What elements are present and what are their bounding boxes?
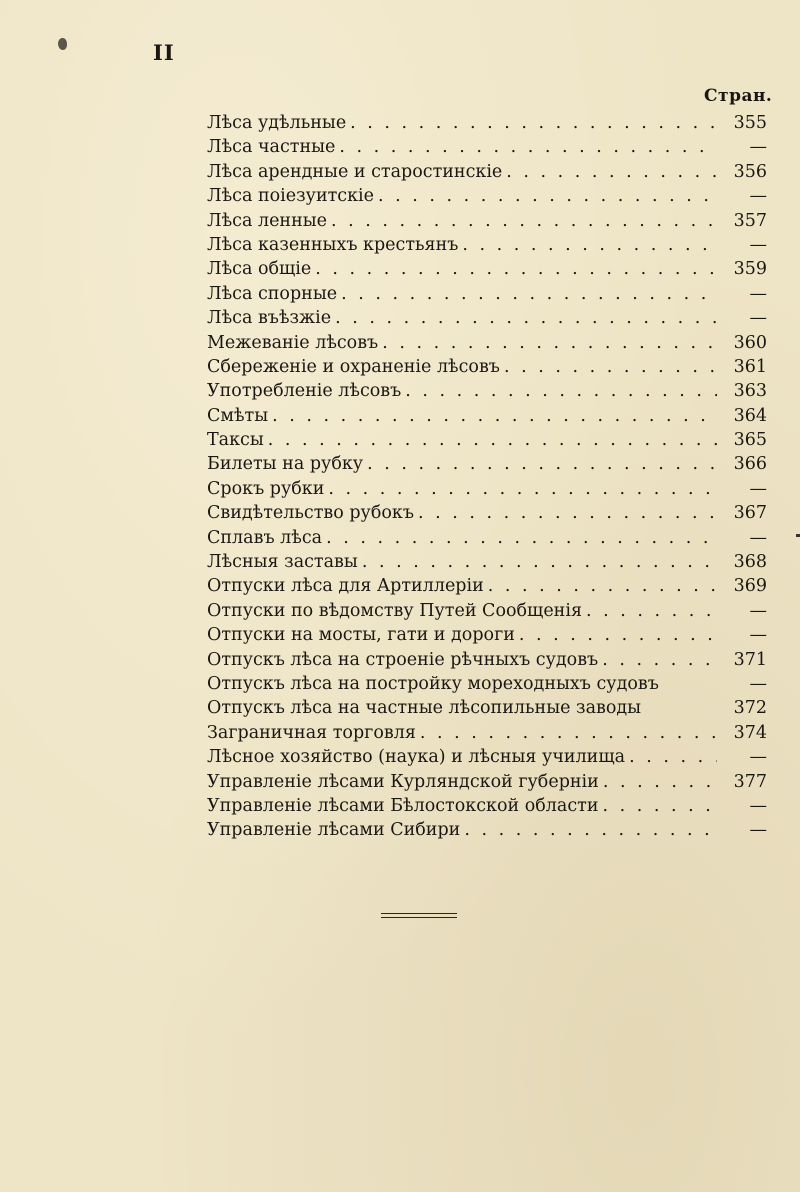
- toc-entry-page: 371: [733, 649, 767, 670]
- toc-entry: [207, 209, 767, 233]
- ink-blot: [58, 38, 67, 50]
- toc-dot-leader: [326, 526, 717, 550]
- toc-entry-page: —: [749, 186, 767, 207]
- toc-entry-page: 369: [733, 576, 767, 597]
- toc-entry-page: 365: [733, 430, 767, 451]
- toc-dot-leader: [315, 257, 717, 281]
- toc-entry: [207, 526, 767, 550]
- toc-entry-title: Лѣсное хозяйство (наука) и лѣсныя училища: [207, 747, 626, 768]
- toc-dot-leader: [335, 306, 717, 330]
- toc-entry-title: Лѣса въѣзжіе: [207, 308, 332, 329]
- toc-dot-leader: [506, 160, 717, 184]
- page-number: II: [153, 40, 175, 65]
- toc-entry-title: Отпускъ лѣса на постройку мореходныхъ судовъ: [207, 673, 659, 694]
- toc-entry-page: 363: [733, 381, 767, 402]
- toc-entry-page: 377: [733, 771, 767, 792]
- closing-rule-second: [381, 917, 457, 918]
- toc-entry-page: 355: [733, 113, 767, 133]
- toc-entry-page: —: [749, 308, 767, 329]
- toc-dot-leader: [405, 379, 717, 403]
- toc-entry-page: 374: [733, 722, 767, 743]
- toc-entry-title: Лѣса ленные: [207, 210, 328, 231]
- toc-entry-title: Управленіе лѣсами Сибири: [207, 820, 461, 841]
- toc-entry-title: Отпуски на мосты, гати и дороги: [207, 625, 515, 646]
- toc-entry: [207, 111, 767, 135]
- toc-entry-title: Сплавъ лѣса: [207, 527, 323, 548]
- toc-entry: [207, 648, 767, 672]
- toc-dot-leader: [268, 428, 717, 452]
- toc-entry-page: —: [749, 478, 767, 499]
- toc-entry: [207, 331, 767, 355]
- toc-entry-page: 359: [733, 259, 767, 280]
- toc-dot-leader: [603, 770, 717, 794]
- toc-entry-title: Лѣса частные: [207, 137, 336, 158]
- toc-entry: [207, 770, 767, 794]
- toc-entry-page: 361: [733, 356, 767, 377]
- toc-entry: [207, 550, 767, 574]
- toc-dot-leader: [488, 574, 717, 598]
- toc-entry: [207, 696, 767, 720]
- toc-entry-page: —: [749, 283, 767, 304]
- toc-entry-page: 356: [733, 161, 767, 182]
- toc-entry-page: —: [749, 600, 767, 621]
- toc-entry: [207, 160, 767, 184]
- toc-entry: [207, 599, 767, 623]
- toc-entry-page: —: [749, 234, 767, 255]
- toc-entry-title: Срокъ рубки: [207, 478, 325, 499]
- toc-entry-page: 364: [733, 405, 767, 426]
- toc-entry: [207, 379, 767, 403]
- toc-dot-leader: [362, 550, 717, 574]
- toc-dot-leader: [418, 501, 717, 525]
- toc-entry-title: Сбереженіе и охраненіе лѣсовъ: [207, 356, 500, 377]
- toc-entry: [207, 257, 767, 281]
- toc-entry: [207, 574, 767, 598]
- toc-entry-title: Лѣса удѣльные: [207, 113, 347, 133]
- toc-entry-title: Употребленіе лѣсовъ: [207, 381, 402, 402]
- toc-entry: [207, 306, 767, 330]
- toc-dot-leader: [350, 111, 717, 135]
- toc-entry-page: 366: [733, 454, 767, 475]
- toc-dot-leader: [331, 209, 717, 233]
- toc-entry: [207, 452, 767, 476]
- toc-dot-leader: [272, 404, 717, 428]
- toc-entry-title: Лѣса общіе: [207, 259, 312, 280]
- toc-entry: [207, 355, 767, 379]
- toc-entry-title: Отпускъ лѣса на частные лѣсопильные заводы: [207, 698, 642, 719]
- toc-entry: [207, 233, 767, 257]
- toc-dot-leader: [504, 355, 717, 379]
- toc-dot-leader: [629, 745, 717, 769]
- toc-entry-page: —: [749, 795, 767, 816]
- toc-entry-page: 372: [733, 698, 767, 719]
- toc-dot-leader: [367, 452, 717, 476]
- toc-dot-leader: [382, 331, 717, 355]
- toc-entry-page: —: [749, 820, 767, 841]
- toc-entry-title: Управленіе лѣсами Курляндской губерніи: [207, 771, 599, 792]
- toc-entry-title: Межеваніе лѣсовъ: [207, 332, 379, 353]
- toc-entry: [207, 623, 767, 647]
- toc-entry-page: —: [749, 747, 767, 768]
- toc-dot-leader: [462, 233, 717, 257]
- toc-entry: [207, 794, 767, 818]
- table-of-contents: [207, 111, 767, 843]
- toc-dot-leader: [586, 599, 717, 623]
- toc-entry: [207, 818, 767, 842]
- toc-entry-title: Лѣса арендные и старостинскіе: [207, 161, 503, 182]
- toc-dot-leader: [602, 648, 717, 672]
- toc-entry-title: Отпуски лѣса для Артиллеріи: [207, 576, 484, 597]
- toc-entry: [207, 282, 767, 306]
- toc-entry: [207, 184, 767, 208]
- toc-dot-leader: [420, 721, 717, 745]
- toc-entry-title: Управленіе лѣсами Бѣлостокской области: [207, 795, 599, 816]
- toc-entry-title: Лѣса казенныхъ крестьянъ: [207, 234, 459, 255]
- toc-entry-page: —: [749, 137, 767, 158]
- toc-dot-leader: [464, 818, 717, 842]
- toc-dot-leader: [341, 282, 717, 306]
- toc-entry: [207, 672, 767, 696]
- toc-entry-title: Свидѣтельство рубокъ: [207, 503, 414, 524]
- toc-entry-title: Лѣса спорные: [207, 283, 338, 304]
- toc-entry: [207, 404, 767, 428]
- toc-dot-leader: [603, 794, 718, 818]
- toc-entry-page: 367: [733, 503, 767, 524]
- toc-entry: [207, 428, 767, 452]
- toc-dot-leader: [328, 477, 717, 501]
- toc-dot-leader: [378, 184, 717, 208]
- toc-entry: [207, 501, 767, 525]
- toc-entry: [207, 477, 767, 501]
- toc-entry-title: Таксы: [207, 430, 264, 451]
- toc-dot-leader: [339, 135, 717, 159]
- toc-entry-page: —: [749, 527, 767, 548]
- toc-dot-leader: [519, 623, 717, 647]
- toc-entry-page: —: [749, 625, 767, 646]
- toc-entry-title: Отпускъ лѣса на строеніе рѣчныхъ судовъ: [207, 649, 599, 670]
- page-column-heading: Стран.: [704, 86, 773, 106]
- toc-entry: [207, 745, 767, 769]
- toc-entry-title: Смѣты: [207, 405, 269, 426]
- toc-entry: [207, 135, 767, 159]
- toc-entry-page: 357: [733, 210, 767, 231]
- closing-rule: [381, 913, 457, 914]
- toc-entry-title: Заграничная торговля: [207, 722, 416, 743]
- toc-entry-title: Билеты на рубку: [207, 454, 364, 475]
- toc-entry: [207, 721, 767, 745]
- toc-entry-title: Лѣса поіезуитскіе: [207, 186, 374, 207]
- edge-mark: [796, 534, 800, 537]
- toc-entry-page: 360: [733, 332, 767, 353]
- toc-entry-title: Лѣсныя заставы: [207, 552, 358, 573]
- toc-entry-page: —: [749, 673, 767, 694]
- toc-entry-title: Отпуски по вѣдомству Путей Сообщенія: [207, 600, 582, 621]
- toc-entry-page: 368: [733, 552, 767, 573]
